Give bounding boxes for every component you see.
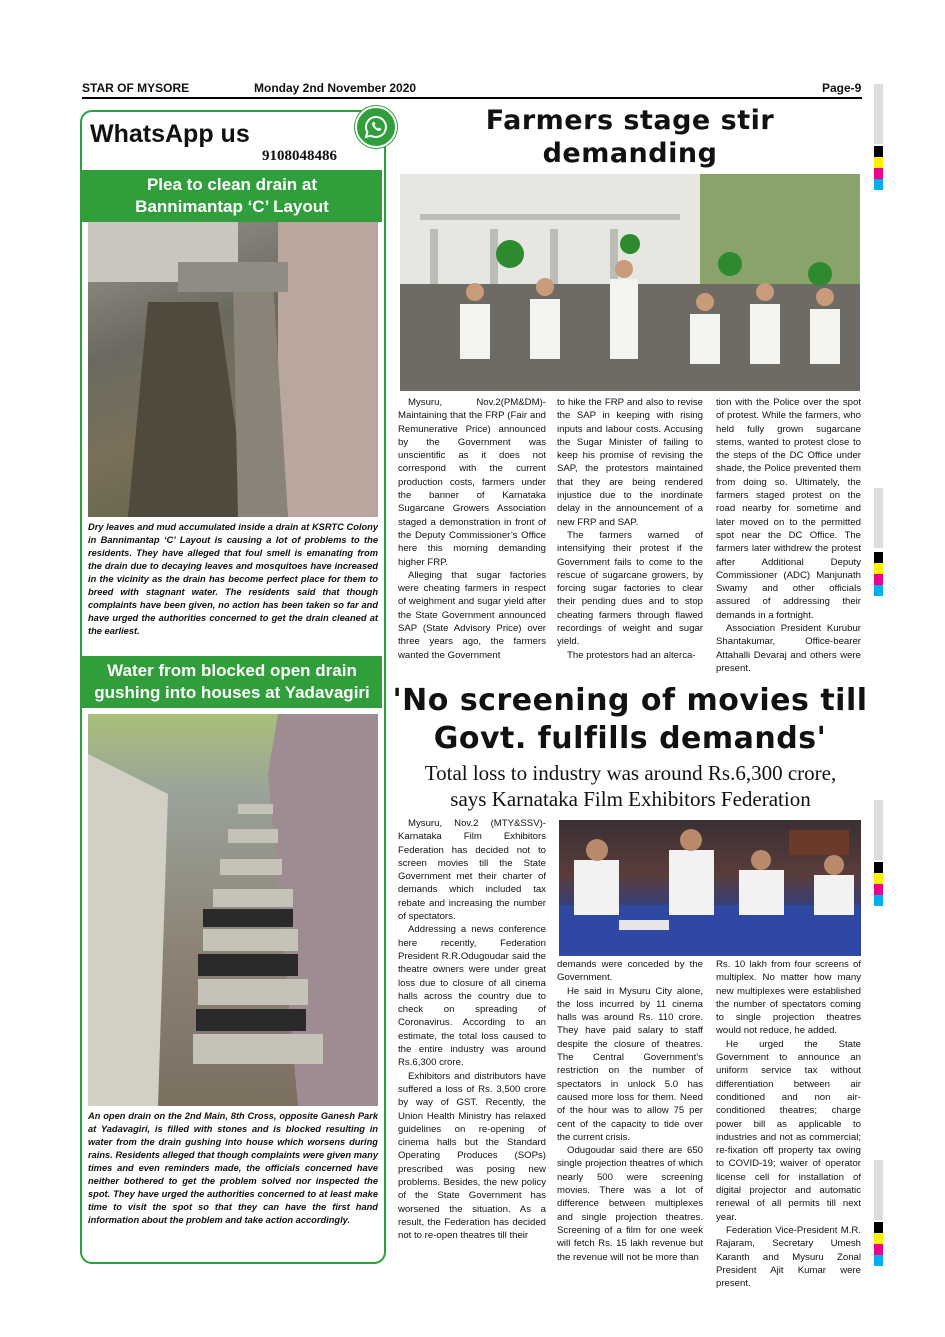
- farmers-protest-photo: [400, 174, 860, 391]
- page-number: Page-9: [822, 81, 862, 95]
- story1-caption: Dry leaves and mud accumulated inside a drain at KSRTC Colony in Bannimantap ‘C’ Layout is causing a lot of problems to the residents. They have alleged that foul smell is emanating from the drain due to decaying leaves and mosquitoes have increased in the vicinity as the drain has become perfect place for them to breed with stagnant water. The residents said that though complaints have been given, no action has been taken so far and have urged the authorities concerned to get the drain cleaned at the earliest.: [88, 522, 378, 636]
- movies-headline: 'No screening of movies till Govt. fulfills demands': [392, 683, 868, 756]
- farmers-column-3: tion with the Police over the spot of protest. While the farmers, who held fully grown sugarcane stems, wanted to protest close to the steps of the DC Office under shade, the Police prevented them from doing so. Ultimately, the farmers staged protest on the road nearby for sometime and later moved on to the permitted spot near the DC Office. The farmers later withdrew the protest after Additional Deputy Commissioner (ADC) Manjunath Swamy and other officials assured of addressing their demands in a fortnight. Association President Kurubur Shantakumar, Office-bearer Attahalli Devaraj and others were present.: [716, 397, 861, 674]
- story1-heading: Plea to clean drain at Bannimantap ‘C’ Layout: [82, 170, 382, 222]
- cmyk-mark: [874, 1222, 883, 1266]
- farmers-headline: Farmers stage stir demanding: [485, 105, 775, 169]
- farmers-column-1: Mysuru, Nov.2(PM&DM)-Maintaining that the FRP (Fair and Remunerative Price) announced by the Government was unscientific as it does not correspond with the current production costs, farmers under the banner of Karnataka Sugarcane Growers Association staged a demonstration in front of the Deputy Commissioner’s Office here this morning demanding higher FRP. Alleging that sugar factories were cheating farmers in respect of weighment and sugar yield after the State Government announced SAP (State Advisory Price) over three years ago, the farmers wanted the Government: [398, 397, 546, 661]
- cmyk-mark: [874, 862, 883, 906]
- header-rule: [82, 97, 862, 99]
- drain-photo-bannimantap: [88, 222, 378, 517]
- cmyk-mark: [874, 552, 883, 596]
- movies-column-1: Mysuru, Nov.2 (MTY&SSV)-Karnataka Film Exhibitors Federation has decided not to screen movies till the State Government met their charter of demands which included tax rebate and increasing the number of spectators. Addressing a news conference here recently, Federation President R.R.Odugoudar said the theatre owners were under great loss due to closure of all cinema halls across the country due to check on spreading of Coronavirus. According to an estimate, the total loss caused to the entire industry was around Rs.6,300 crore. Exhibitors and distributors have suffered a loss of Rs. 3,500 crore by way of GST. Recently, the Union Health Ministry has relaxed guidelines on re-opening of cinema halls but the Standard Operating Produces (SOPs) prescribed was posing new problems. Besides, the new policy of the State Government has worsened the situation. As a result, the Federation has decided not to re-open theatres till their: [398, 818, 546, 1242]
- whatsapp-number: 9108048486: [262, 148, 337, 164]
- story2-caption: An open drain on the 2nd Main, 8th Cross, opposite Ganesh Park at Yadavagiri, is filled with stones and is blocked resulting in water from the drain gushing into house which worsens during rains. Residents alleged that though complaints were given many times and even reminders made, the officials concerned have neither bothered to get the problem solved nor inspected the spot. They have urged the authorities concerned to at least make time to visit the spot so that they can have the first hand information about the problem and take action accordingly.: [88, 1111, 378, 1225]
- whatsapp-icon: [355, 106, 397, 148]
- press-conference-photo: [559, 820, 861, 956]
- movies-column-2: demands were conceded by the Government. He said in Mysuru City alone, the loss incurred by 11 cinema halls was around Rs. 110 crore. They have paid salary to staff despite the closure of theatres. The Central Government’s restriction on the number of spectators in unlock 5.0 has caused more loss for them. Need of the hour was to allow 75 per cent of the capacity to tide over the current crisis. Odugoudar said there are 650 single projection theatres of which nearly 500 were screening movies. There was a lot of difference between multiplexes and single projection theatres. Screening of a film for one week will fetch Rs. 15 lakh revenue but the revenue will not be more than: [557, 959, 703, 1263]
- cmyk-mark: [874, 146, 883, 190]
- print-mark-gray: [874, 1160, 883, 1220]
- print-mark-gray: [874, 488, 883, 548]
- drain-photo-yadavagiri: [88, 714, 378, 1106]
- print-mark-gray: [874, 800, 883, 860]
- issue-date: Monday 2nd November 2020: [254, 81, 417, 95]
- paper-name: STAR OF MYSORE: [82, 81, 190, 95]
- farmers-column-2: to hike the FRP and also to revise the SAP in keeping with rising inputs and labour costs. Accusing the Sugar Minister of failing to keep his promise of revising the SAP, the protestors maintained that they are being rendered injustice due to the inordinate delay in the announcement of a new FRP and SAP. The farmers warned of intensifying their protest if the Government fails to come to the rescue of sugarcane growers, by forcing sugar factories to clear their pending dues and to stop cheating farmers through flawed recordings of weight and sugar yield. The protestors had an alterca-: [557, 397, 703, 661]
- movies-subheadline: Total loss to industry was around Rs.6,300 crore, says Karnataka Film Exhibitors Federation: [424, 761, 837, 811]
- print-mark-gray: [874, 84, 883, 144]
- story2-heading: Water from blocked open drain gushing into houses at Yadavagiri: [82, 656, 382, 708]
- whatsapp-title: WhatsApp us: [90, 120, 250, 148]
- movies-column-3: Rs. 10 lakh from four screens of multiplex. No matter how many new multiplexes were established the number of spectators coming to single projection theatres would not reduce, he added. He urged the State Government to announce an uniform service tax without differentiation between air conditioned and non air-conditioned theatres; charge power bill as applicable to industries and not as commercial; re-fixation off property tax owing to COVID-19; waiver of operator license cell for installation of digital projector and automatic renewal of all permits till next year. Federation Vice-President M.R. Rajaram, Secretary Umesh Karanth and Mysuru Zonal President Ajit Kumar were present.: [716, 959, 861, 1290]
